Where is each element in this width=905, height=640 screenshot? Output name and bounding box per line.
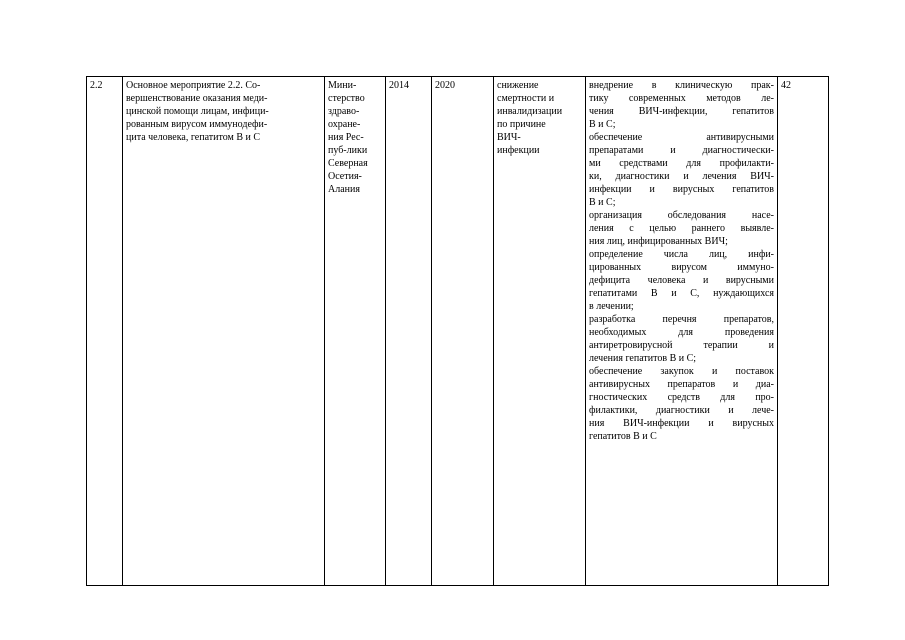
text-line: пуб-лики: [328, 145, 368, 156]
text-line: инвалидизации: [497, 106, 563, 117]
measure-name: [126, 79, 321, 144]
text-line: необходимых для проведения: [589, 327, 774, 338]
expected-result: [497, 79, 582, 157]
text-line: тику современных методов ле-: [589, 93, 774, 104]
text-line: антивирусных препаратов и диа-: [589, 379, 774, 390]
text-line: ния ВИЧ-инфекции и вирусных: [589, 418, 774, 429]
page-ref: 42: [781, 80, 791, 91]
text-line: ки, диагностики и лечения ВИЧ-: [589, 171, 774, 182]
end-year: 2020: [435, 80, 455, 91]
text-line: Осетия-: [328, 171, 362, 182]
text-line: цированных вирусом иммуно-: [589, 262, 774, 273]
text-line: антиретровирусной терапии и: [589, 340, 774, 351]
text-line: в лечении;: [589, 301, 634, 312]
directions-cell: [586, 77, 778, 586]
text-line: инфекции: [497, 145, 540, 156]
text-line: гностических средств для про-: [589, 392, 774, 403]
text-line: Алания: [328, 184, 360, 195]
directions: [589, 79, 774, 443]
text-line: определение числа лиц, инфи-: [589, 249, 774, 260]
text-line: стерство: [328, 93, 365, 104]
executor-cell: [325, 77, 386, 586]
text-line: филактики, диагностики и лече-: [589, 405, 774, 416]
program-table: [86, 76, 829, 586]
text-line: внедрение в клиническую прак-: [589, 80, 774, 91]
text-line: чения ВИЧ-инфекции, гепатитов: [589, 106, 774, 117]
table-row: [87, 77, 829, 586]
text-line: снижение: [497, 80, 539, 91]
measure-name-cell: [123, 77, 325, 586]
text-line: дефицита человека и вирусными: [589, 275, 774, 286]
text-line: обеспечение антивирусными: [589, 132, 774, 143]
expected-result-cell: [494, 77, 586, 586]
text-line: В и С;: [589, 119, 616, 130]
text-line: Северная: [328, 158, 368, 169]
item-number-cell: [87, 77, 123, 586]
text-line: инфекции и вирусных гепатитов: [589, 184, 774, 195]
start-year-cell: [386, 77, 432, 586]
text-line: гепатитов В и С: [589, 431, 657, 442]
text-line: организация обследования насе-: [589, 210, 774, 221]
text-line: рованным вирусом иммунодефи-: [126, 119, 268, 130]
text-line: смертности и: [497, 93, 555, 104]
text-line: ния Рес-: [328, 132, 364, 143]
text-line: цита человека, гепатитом В и С: [126, 132, 261, 143]
text-line: ВИЧ-: [497, 132, 521, 143]
text-line: гепатитами В и С, нуждающихся: [589, 288, 774, 299]
text-line: лечения гепатитов В и С;: [589, 353, 697, 364]
text-line: цинской помощи лицам, инфици-: [126, 106, 269, 117]
item-number: 2.2: [90, 80, 103, 91]
text-line: здраво-: [328, 106, 360, 117]
text-line: В и С;: [589, 197, 616, 208]
end-year-cell: [432, 77, 494, 586]
text-line: Основное мероприятие 2.2. Со-: [126, 80, 261, 91]
text-line: охране-: [328, 119, 361, 130]
text-line: по причине: [497, 119, 546, 130]
text-line: вершенствование оказания меди-: [126, 93, 268, 104]
page-ref-cell: [778, 77, 829, 586]
executor: [328, 79, 382, 196]
text-line: Мини-: [328, 80, 357, 91]
text-line: разработка перечня препаратов,: [589, 314, 774, 325]
text-line: препаратами и диагностически-: [589, 145, 774, 156]
text-line: обеспечение закупок и поставок: [589, 366, 774, 377]
text-line: ния лиц, инфицированных ВИЧ;: [589, 236, 728, 247]
text-line: ми средствами для профилакти-: [589, 158, 774, 169]
text-line: ления с целью раннего выявле-: [589, 223, 774, 234]
start-year: 2014: [389, 80, 409, 91]
